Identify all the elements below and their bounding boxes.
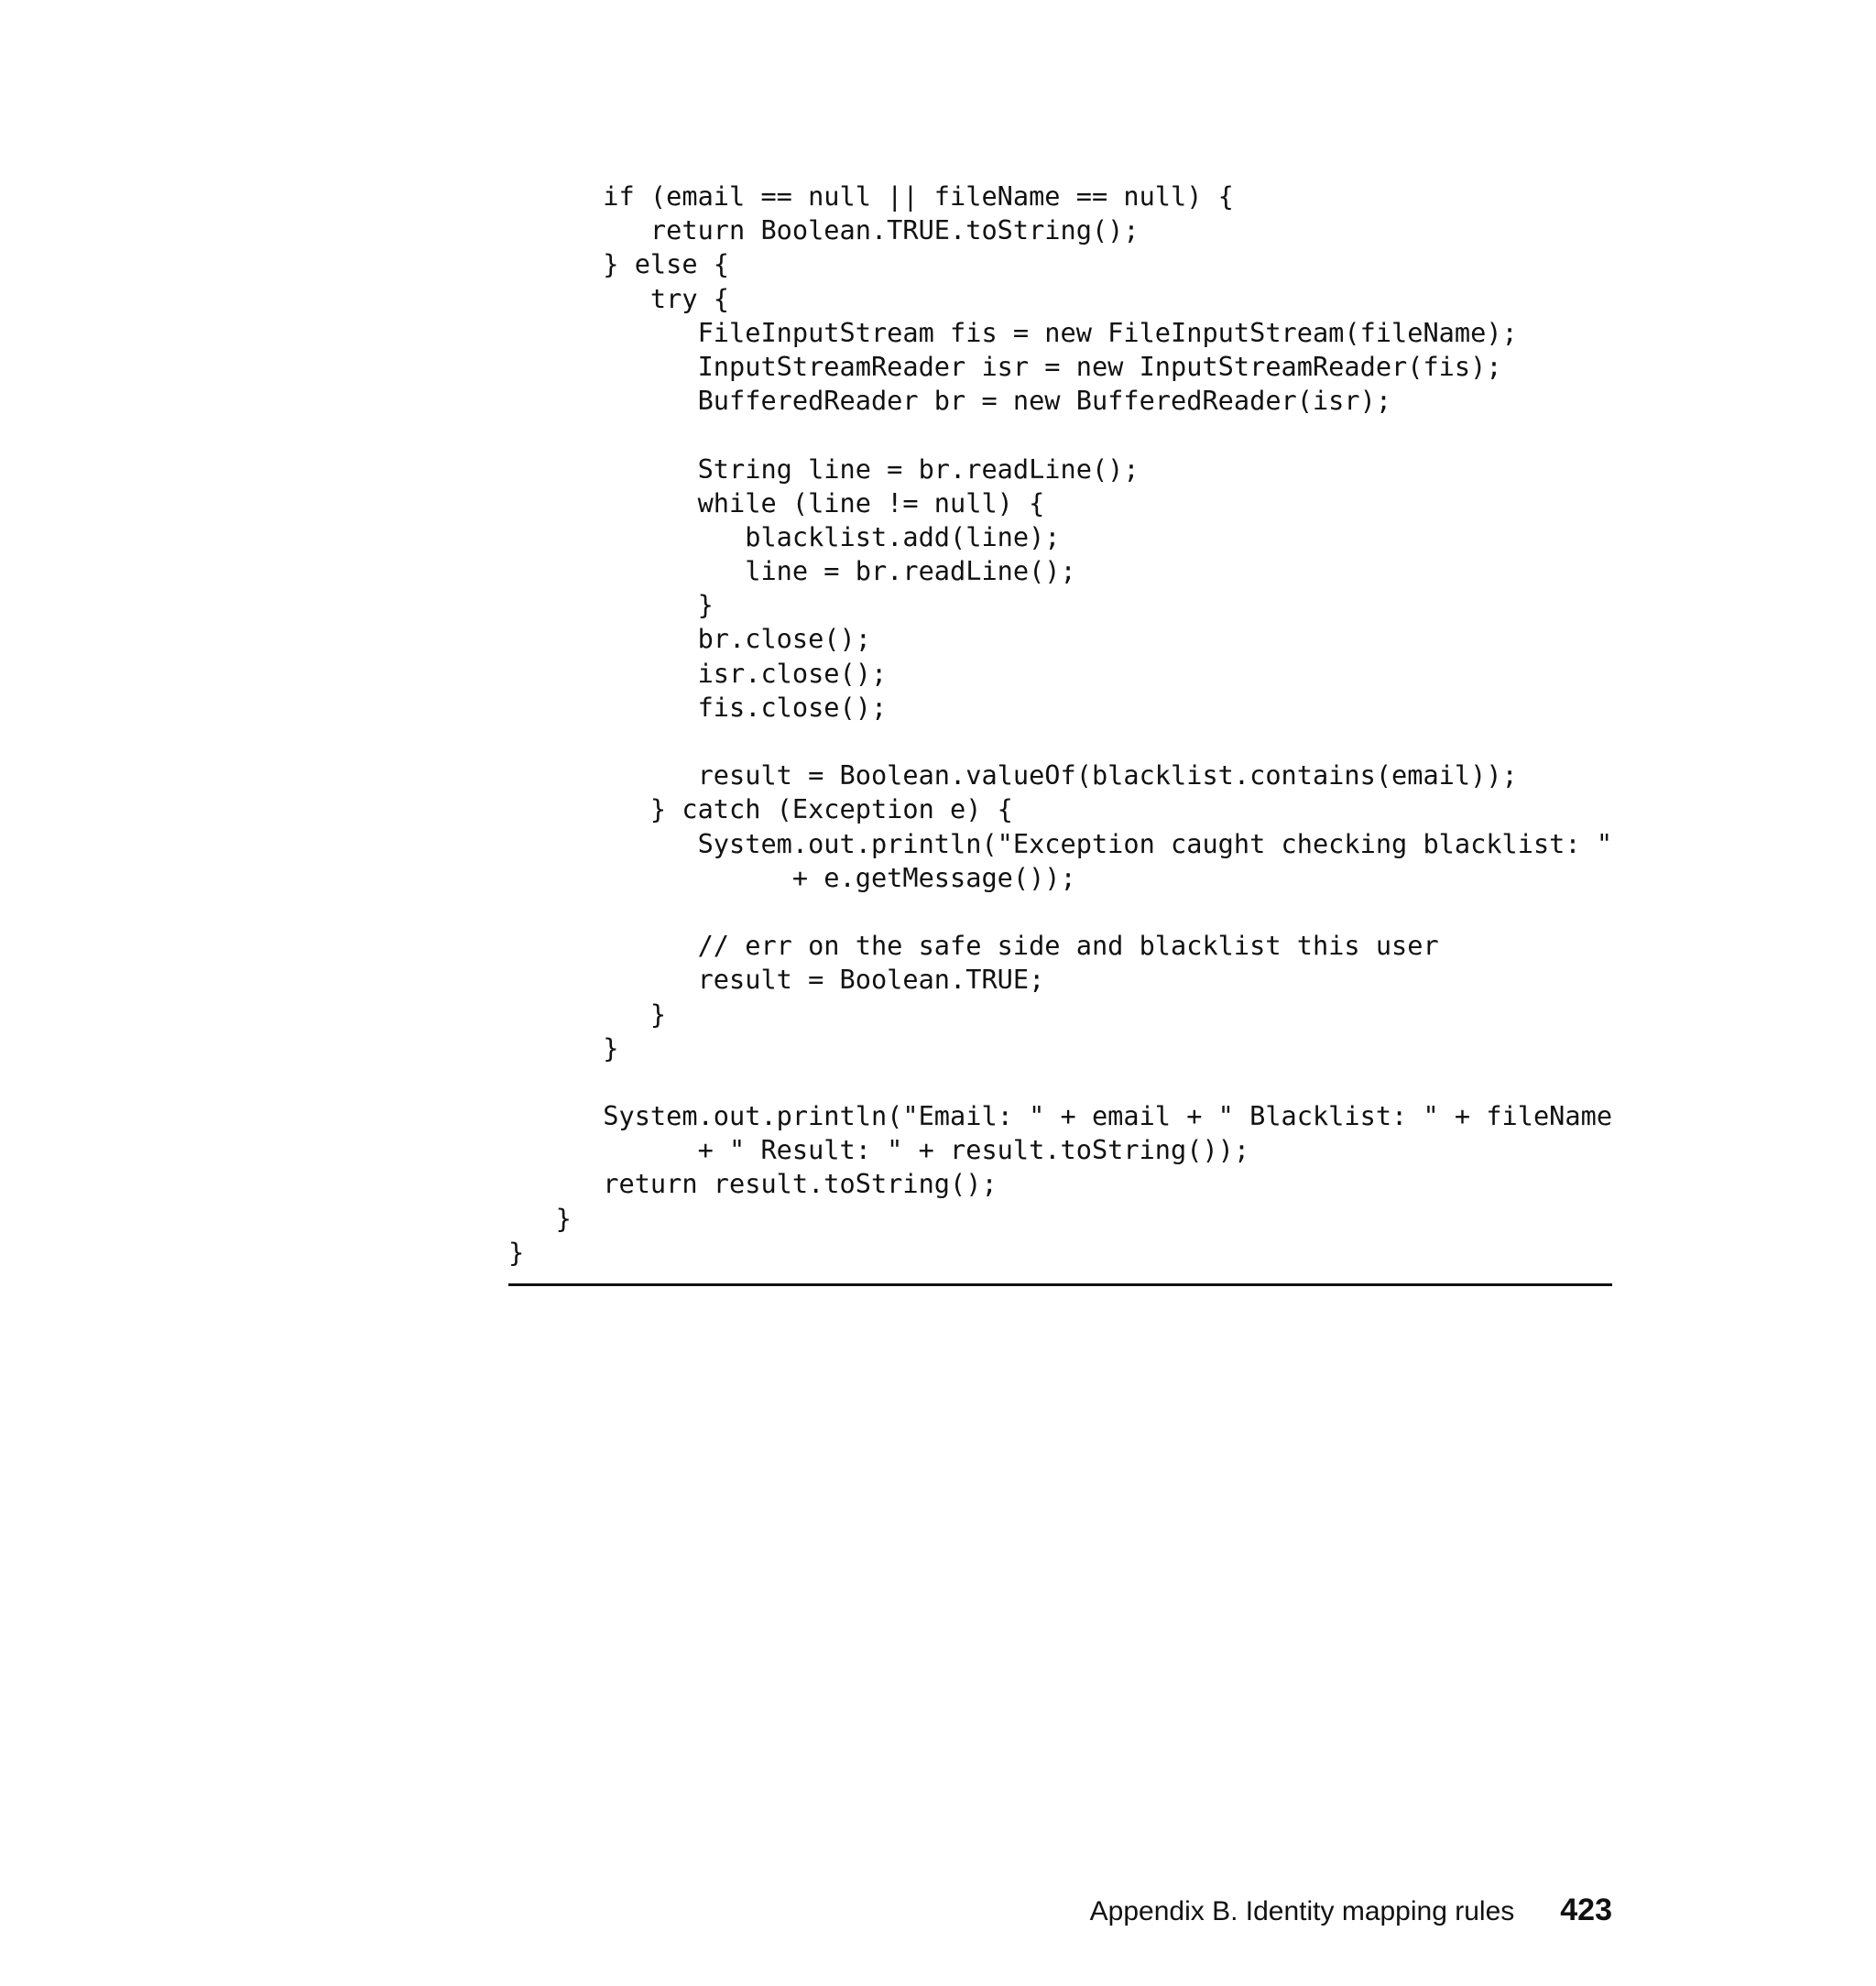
section-divider (508, 1283, 1612, 1286)
code-line: } (508, 998, 667, 1030)
code-line: br.close(); (508, 623, 871, 655)
code-line: } else { (508, 248, 730, 280)
code-line: if (email == null || fileName == null) { (508, 180, 1234, 212)
code-listing (508, 180, 1617, 1270)
page-number: 423 (1560, 1893, 1612, 1927)
code-line: InputStreamReader isr = new InputStreamReader(fis); (508, 350, 1502, 382)
code-line (508, 725, 1617, 758)
code-line (508, 418, 1617, 452)
code-line: } (508, 589, 714, 621)
code-line: line = br.readLine(); (508, 555, 1076, 587)
code-line: String line = br.readLine(); (508, 453, 1140, 485)
code-line: } (508, 1236, 525, 1268)
code-line: BufferedReader br = new BufferedReader(isr); (508, 385, 1392, 417)
code-line: isr.close(); (508, 657, 888, 689)
code-line: result = Boolean.valueOf(blacklist.contains(email)); (508, 759, 1518, 791)
code-line: try { (508, 282, 730, 314)
code-line: System.out.println("Email: " + email + " Blacklist: " + fileName (508, 1100, 1613, 1132)
code-line: // err on the safe side and blacklist this user (508, 930, 1439, 962)
code-line: FileInputStream fis = new FileInputStream(fileName); (508, 316, 1518, 348)
page-footer (1090, 1893, 1612, 1928)
code-line: System.out.println("Exception caught checking blacklist: " (508, 827, 1613, 859)
running-footer-title: Appendix B. Identity mapping rules (1089, 1896, 1515, 1926)
code-line: while (line != null) { (508, 486, 1045, 518)
code-line: result = Boolean.TRUE; (508, 964, 1045, 996)
code-line: blacklist.add(line); (508, 520, 1061, 552)
code-line: } catch (Exception e) { (508, 793, 1013, 825)
code-line: } (508, 1202, 572, 1234)
code-line (508, 1065, 1617, 1099)
code-line: + e.getMessage()); (508, 861, 1076, 893)
code-line: return result.toString(); (508, 1168, 998, 1200)
code-line: return Boolean.TRUE.toString(); (508, 214, 1140, 246)
code-line (508, 895, 1617, 929)
code-line: fis.close(); (508, 691, 888, 723)
code-line: } (508, 1031, 619, 1064)
code-line: + " Result: " + result.toString()); (508, 1134, 1250, 1166)
